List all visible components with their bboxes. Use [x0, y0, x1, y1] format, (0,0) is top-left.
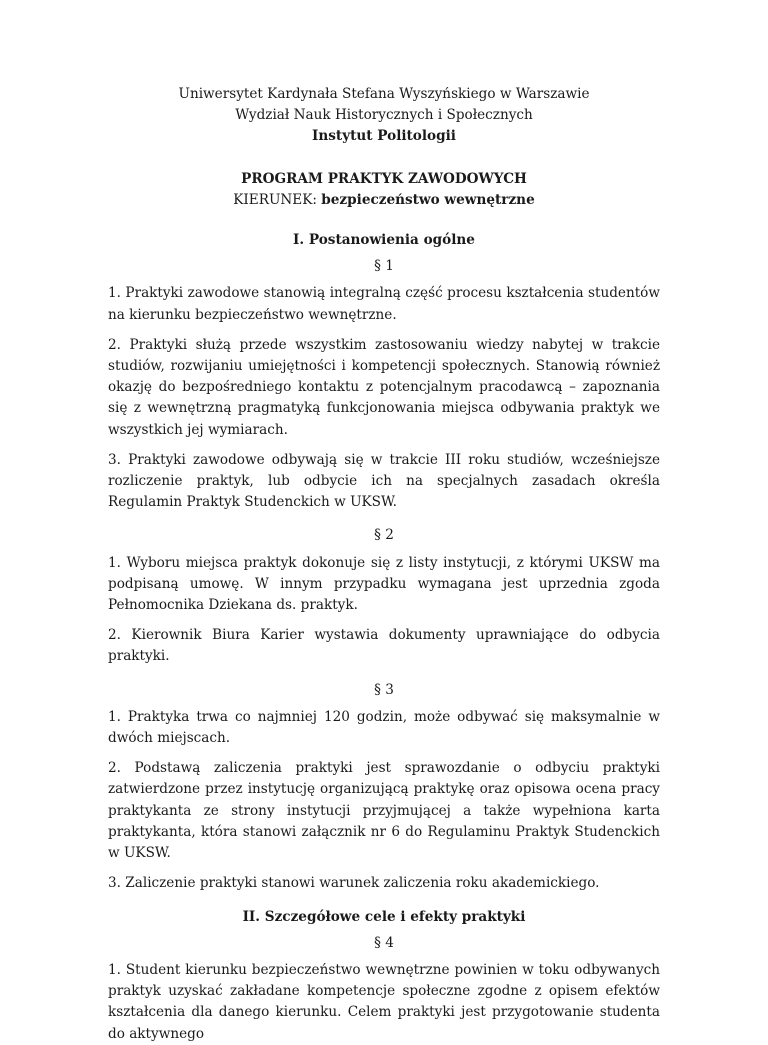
institute-name: Instytut Politologii: [312, 128, 456, 145]
paragraph-item: 1. Wyboru miejsca praktyk dokonuje się z listy instytucji, z którymi UKSW ma podpisaną umowę. W innym przypadku wymagana jest uprzednia zgoda Pełnomocnika Dziekana ds. praktyk.: [108, 554, 660, 614]
paragraph-item: 2. Praktyki służą przede wszystkim zastosowaniu wiedzy nabytej w trakcie studiów, rozwijaniu umiejętności i kompetencji społecznych. Stanowią również okazję do bezpośredniego kontaktu z potencjalnym pracodawcą – zapoznania się z wewnętrzną pragmatyką funkcjonowania miejsca odbywania praktyk we wszystkich jej wymiarach.: [108, 336, 660, 438]
paragraph-item: 1. Student kierunku bezpieczeństwo wewnętrzne powinien w toku odbywanych praktyk uzyskać zakładane kompetencje społeczne zgodne z opisem efektów kształcenia dla danego kierunku. Celem praktyki jest przygotowanie studenta do aktywnego: [108, 961, 660, 1042]
document-title: [108, 169, 660, 211]
paragraph-item: 2. Podstawą zaliczenia praktyki jest sprawozdanie o odbyciu praktyki zatwierdzone przez instytucję organizującą praktykę oraz opisowa ocena pracy praktykanta ze strony instytucji przyjmującej a także wypełniona karta praktykanta, która stanowi załącznik nr 6 do Regulaminu Praktyk Studenckich w UKSW.: [108, 760, 660, 862]
paragraph-sign: § 2: [374, 527, 394, 544]
document-header: [108, 84, 660, 148]
paragraph-sign: § 4: [374, 934, 394, 951]
paragraph-item: 3. Praktyki zawodowe odbywają się w trakcie III roku studiów, wcześniejsze rozliczenie praktyk, lub odbycie ich na specjalnych zasadach określa Regulamin Praktyk Studenckich w UKSW.: [108, 451, 660, 511]
program-title: PROGRAM PRAKTYK ZAWODOWYCH: [241, 170, 527, 187]
section-title: I. Postanowienia ogólne: [293, 232, 475, 249]
direction-line: [108, 190, 660, 211]
paragraph-item: 3. Zaliczenie praktyki stanowi warunek zaliczenia roku akademickiego.: [108, 875, 600, 892]
direction-value: bezpieczeństwo wewnętrzne: [321, 191, 535, 208]
paragraph-item: 2. Kierownik Biura Karier wystawia dokumenty uprawniające do odbycia praktyki.: [108, 627, 660, 665]
paragraph-sign: § 3: [374, 681, 394, 698]
paragraph-item: 1. Praktyki zawodowe stanowią integralną część procesu kształcenia studentów na kierunku bezpieczeństwo wewnętrzne.: [108, 285, 660, 323]
university-name: Uniwersytet Kardynała Stefana Wyszyńskiego w Warszawie: [178, 86, 590, 102]
paragraph-item: 1. Praktyka trwa co najmniej 120 godzin, może odbywać się maksymalnie w dwóch miejscach.: [108, 708, 660, 747]
direction-label: KIERUNEK:: [233, 191, 322, 208]
faculty-name: Wydział Nauk Historycznych i Społecznych: [235, 107, 533, 124]
paragraph-sign: § 1: [374, 258, 394, 275]
section-title: II. Szczegółowe cele i efekty praktyki: [242, 908, 526, 925]
